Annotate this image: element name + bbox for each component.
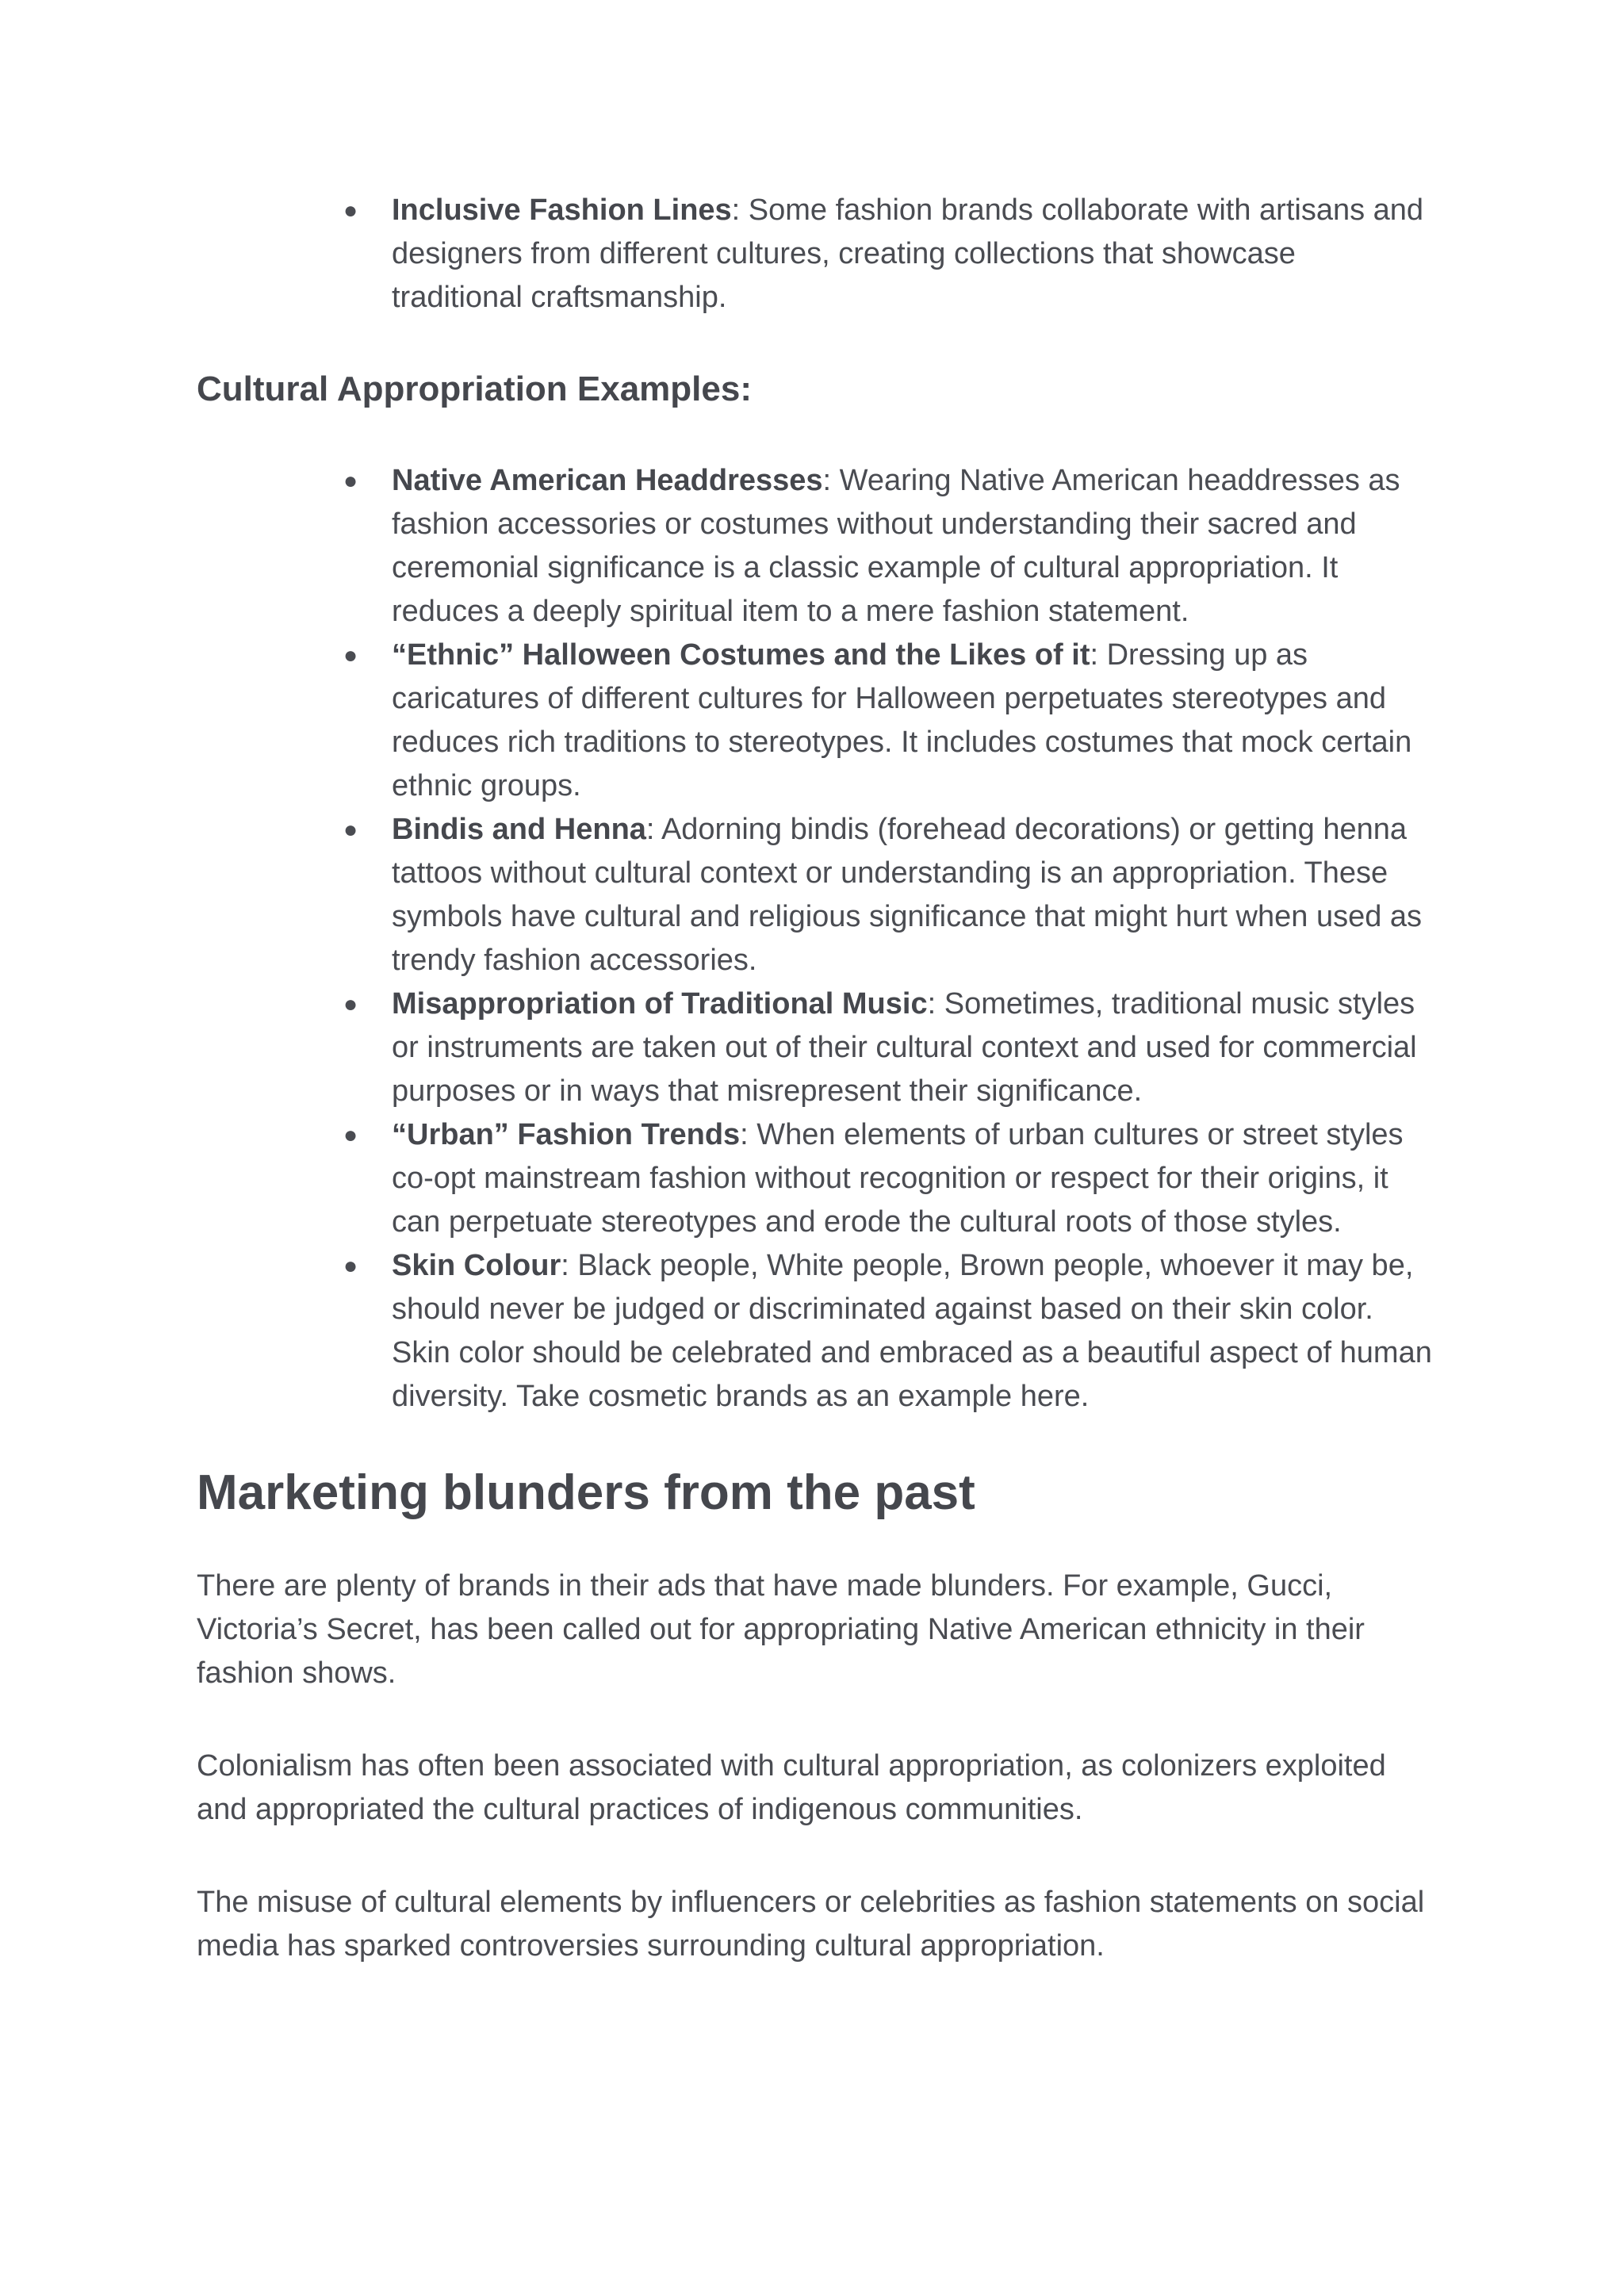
document-content xyxy=(197,189,1434,2017)
inclusive-list xyxy=(197,189,1434,320)
list-item xyxy=(343,459,1434,634)
paragraph: Colonialism has often been associated with cultural appropriation, as colonizers exploited and appropriated the cultural practices of indigenous communities. xyxy=(197,1749,1386,1826)
list-item-text: : When elements of urban cultures or street styles co-opt mainstream fashion without recognition or respect for their origins, it can perpetuate stereotypes and erode the cultural roots of those styles. xyxy=(392,1118,1404,1239)
list-item xyxy=(343,189,1434,320)
bullet-icon: ● xyxy=(343,1122,358,1148)
list-item-text: : Dressing up as caricatures of different cultures for Halloween perpetuates stereotypes and reduces rich traditions to stereotypes. It includes costumes that mock certain ethnic groups. xyxy=(392,638,1412,802)
paragraph: The misuse of cultural elements by influencers or celebrities as fashion statements on social media has sparked controversies surrounding cultural appropriation. xyxy=(197,1886,1425,1963)
list-item-text: : Wearing Native American headdresses as fashion accessories or costumes without understanding their sacred and ceremonial significance is a classic example of cultural appropriation. It reduces a deeply spiritual item to a mere fashion statement. xyxy=(392,464,1400,628)
bullet-icon: ● xyxy=(343,1253,358,1279)
main-heading: Marketing blunders from the past xyxy=(197,1465,975,1520)
bullet-icon: ● xyxy=(343,197,358,224)
list-item-term: Inclusive Fashion Lines xyxy=(392,193,732,227)
list-item-term: Skin Colour xyxy=(392,1249,561,1282)
bullet-icon: ● xyxy=(343,468,358,494)
list-item xyxy=(343,634,1434,808)
list-item-term: “Ethnic” Halloween Costumes and the Likes of it xyxy=(392,638,1090,672)
bullet-icon: ● xyxy=(343,642,358,668)
list-item xyxy=(343,808,1434,982)
list-item-text: : Black people, White people, Brown people, whoever it may be, should never be judged or discriminated against based on their skin color. Skin color should be celebrated and embraced as a beautiful aspect of human diversity. Take cosmetic brands as an example here. xyxy=(392,1249,1432,1413)
bullet-icon: ● xyxy=(343,817,358,843)
list-item-term: Native American Headdresses xyxy=(392,464,823,497)
list-item-term: “Urban” Fashion Trends xyxy=(392,1118,741,1151)
paragraph: There are plenty of brands in their ads that have made blunders. For example, Gucci, Victoria’s Secret, has been called out for appropriating Native American ethnicity in their fashion shows. xyxy=(197,1569,1365,1690)
list-item-text: : Adorning bindis (forehead decorations) or getting henna tattoos without cultural context or understanding is an appropriation. These symbols have cultural and religious significance that might hurt when used as trendy fashion accessories. xyxy=(392,813,1423,977)
list-item-text: : Some fashion brands collaborate with artisans and designers from different cultures, creating collections that showcase traditional craftsmanship. xyxy=(392,193,1424,314)
list-item xyxy=(343,982,1434,1113)
list-item-text: : Sometimes, traditional music styles or instruments are taken out of their cultural context and used for commercial purposes or in ways that misrepresent their significance. xyxy=(392,987,1417,1108)
list-item xyxy=(343,1244,1434,1419)
list-item xyxy=(343,1113,1434,1244)
list-item-term: Bindis and Henna xyxy=(392,813,646,846)
bullet-icon: ● xyxy=(343,991,358,1017)
examples-list xyxy=(197,459,1434,1419)
list-item-term: Misappropriation of Traditional Music xyxy=(392,987,928,1021)
section-heading: Cultural Appropriation Examples: xyxy=(197,370,753,408)
